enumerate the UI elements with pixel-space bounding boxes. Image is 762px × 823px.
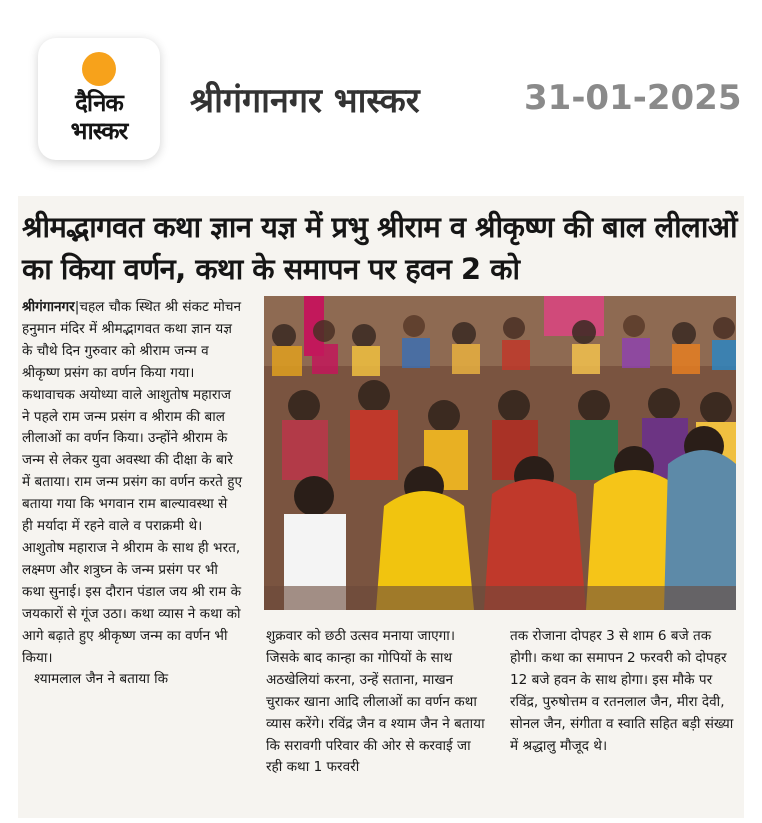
article-column-1: श्रीगंगानगर|चहल चौक स्थित श्री संकट मोचन हनुमान मंदिर में श्रीमद्भागवत कथा ज्ञान यज्ञ के चौथे दिन गुरुवार को श्रीराम जन्म व श्रीकृष्ण प्रसंग का वर्णन किया गया। कथावाचक अयोध्या वाले आशुतोष महाराज ने पहले राम जन्म प्रसंग व श्रीराम की बाल लीलाओं का वर्णन किया। उन्होंने श्रीराम के जन्म से लेकर युवा अवस्था की दीक्षा के बारे में बताया। राम जन्म प्रसंग का वर्णन करते हुए बताया गया कि भगवान राम बाल्यावस्था से ही मर्यादा में रहने वाले व पराक्रमी थे। आशुतोष महाराज ने श्रीराम के साथ ही भरत, लक्ष्मण और शत्रुघ्न के जन्म प्रसंग पर भी कथा सुनाई। इस दौरान पंडाल जय श्री राम के जयकारों से गूंज उठा। कथा व्यास ने कथा को आगे बढ़ाते हुए श्रीकृष्ण जन्म का वर्णन भी किया। श्यामलाल जैन ने बताया कि (22, 297, 242, 691)
column-1-body: चहल चौक स्थित श्री संकट मोचन हनुमान मंदिर में श्रीमद्भागवत कथा ज्ञान यज्ञ के चौथे दिन गुरुवार को श्रीराम जन्म व श्रीकृष्ण प्रसंग का वर्णन किया गया। कथावाचक अयोध्या वाले आशुतोष महाराज ने पहले राम जन्म प्रसंग व श्रीराम की बाल लीलाओं का वर्णन किया। उन्होंने श्रीराम के जन्म से लेकर युवा अवस्था की दीक्षा के बारे में बताया। राम जन्म प्रसंग का वर्णन करते हुए बताया गया कि भगवान राम बाल्यावस्था से ही मर्यादा में रहने वाले व पराक्रमी थे। आशुतोष महाराज ने श्रीराम के साथ ही भरत, लक्ष्मण और शत्रुघ्न के जन्म प्रसंग पर भी कथा सुनाई। इस दौरान पंडाल जय श्री राम के जयकारों से गूंज उठा। कथा व्यास ने कथा को आगे बढ़ाते हुए श्रीकृष्ण जन्म का वर्णन भी किया। (22, 299, 242, 666)
logo-text-bottom: भास्कर (70, 117, 128, 145)
article-photo (264, 296, 736, 610)
devotees-photo-illustration (264, 296, 736, 610)
article-column-3 (510, 626, 738, 757)
publication-title: श्रीगंगानगर भास्कर (190, 81, 420, 121)
column-2-body: शुक्रवार को छठी उत्सव मनाया जाएगा। जिसके बाद कान्हा का गोपियों के साथ अठखेलियां करना, उन्हें सताना, माखन चुराकर खाना आदि लीलाओं का वर्णन कथा व्यास करेंगे। रविंद्र जैन व श्याम जैन ने बताया कि सरावगी परिवार की ओर से करवाई जा रही कथा 1 फरवरी (266, 628, 485, 776)
publication-logo[interactable] (38, 38, 160, 160)
dateline: श्रीगंगानगर (22, 299, 75, 315)
logo-text-top: दैनिक (75, 89, 123, 117)
article-headline: श्रीमद्भागवत कथा ज्ञान यज्ञ में प्रभु श्रीराम व श्रीकृष्ण की बाल लीलाओं का किया वर्णन, कथा के समापन पर हवन 2 को (22, 210, 737, 286)
sun-icon (82, 52, 116, 86)
column-1-tail: श्यामलाल जैन ने बताया कि (34, 671, 169, 688)
edition-date: 31-01-2025 (524, 78, 742, 118)
column-3-body: तक रोजाना दोपहर 3 से शाम 6 बजे तक होगी। कथा का समापन 2 फरवरी को दोपहर 12 बजे हवन के साथ होगा। इस मौके पर रविंद्र, पुरुषोत्तम व रतनलाल जैन, मीरा देवी, सोनल जैन, संगीता व स्वाति सहित बड़ी संख्या में श्रद्धालु मौजूद थे। (510, 628, 734, 754)
app-header (0, 0, 762, 190)
article-column-2 (266, 626, 488, 779)
